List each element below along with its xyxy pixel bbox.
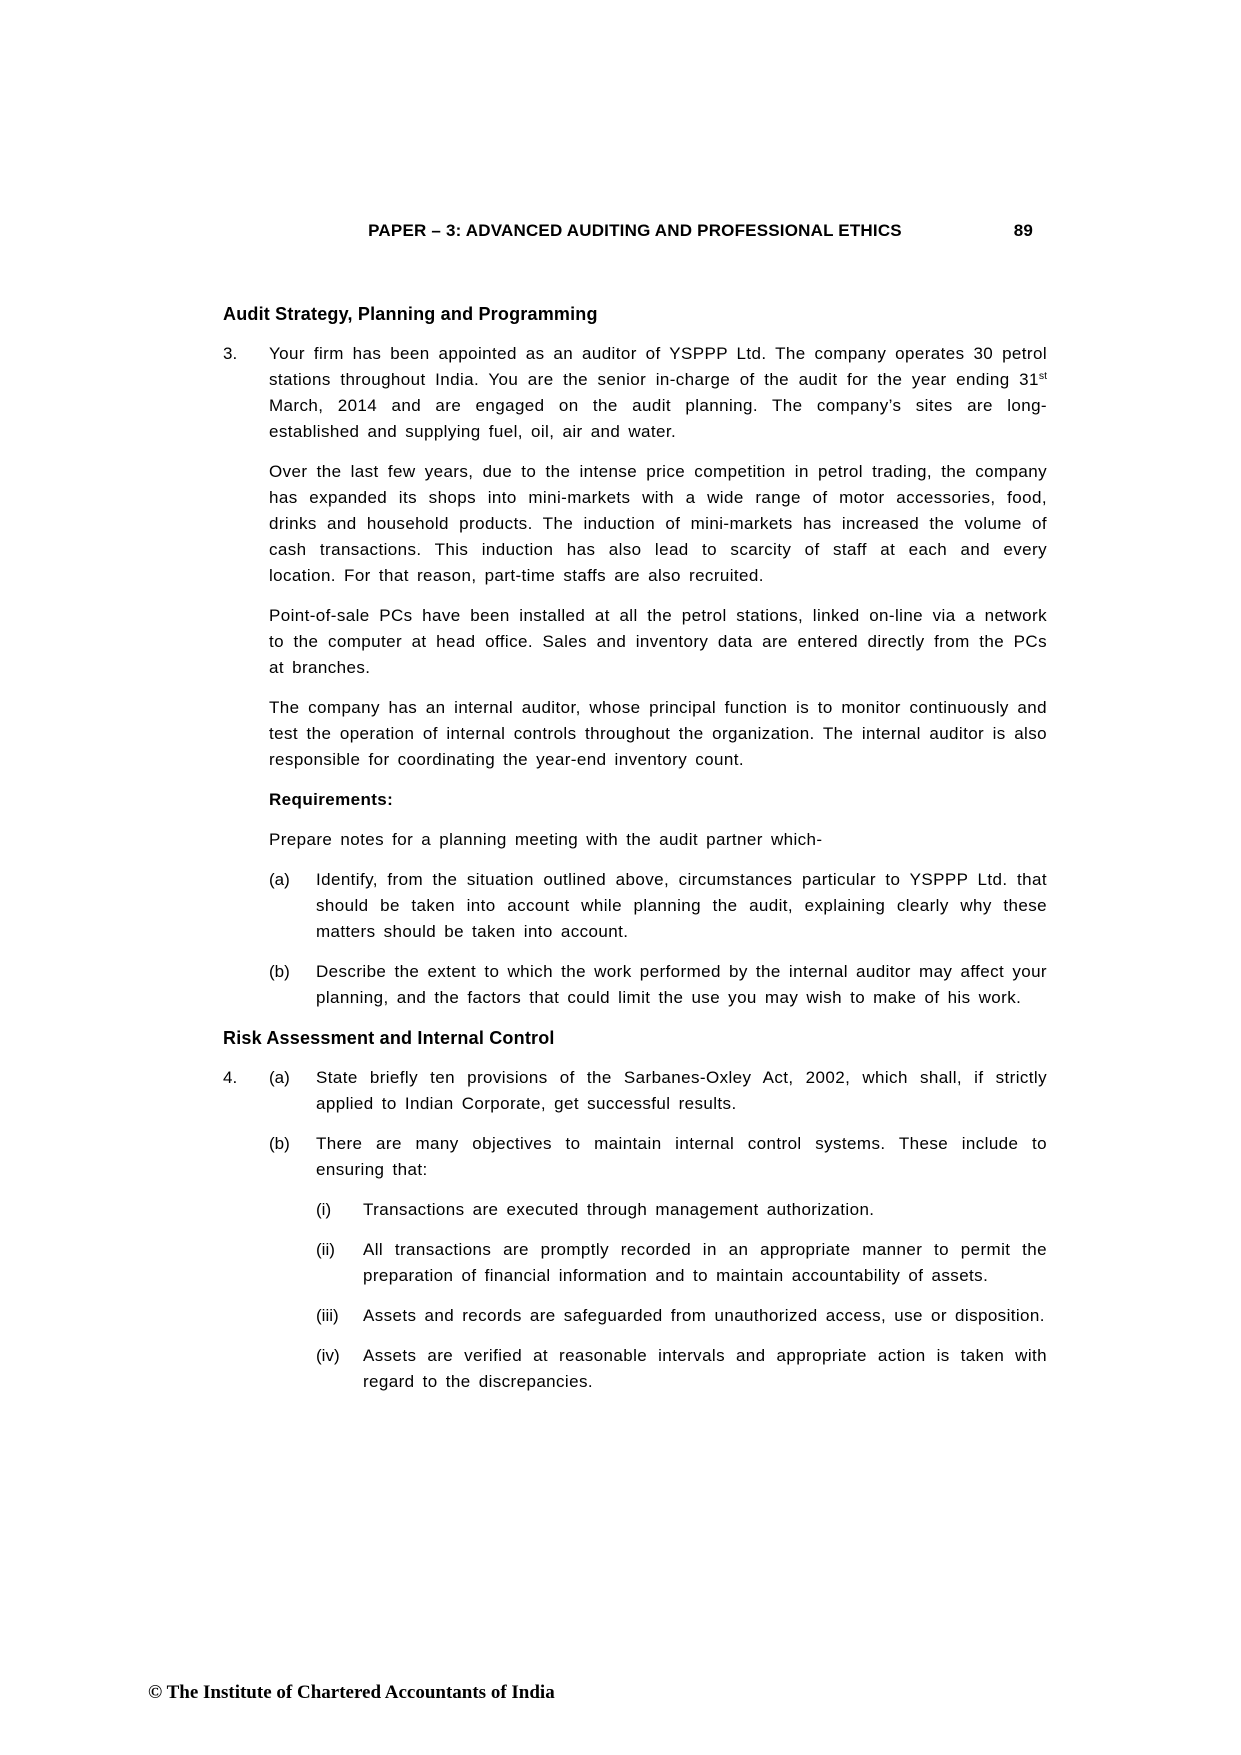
objective-iv	[316, 1343, 1047, 1409]
question-4a-text: State briefly ten provisions of the Sarbanes-Oxley Act, 2002, which shall, if strictly applied to Indian Corporate, get successful results.	[316, 1068, 1047, 1113]
objective-iii-text: Assets and records are safeguarded from unauthorized access, use or disposition.	[363, 1306, 1045, 1325]
question-4a-marker: (a)	[269, 1068, 290, 1087]
objective-i	[316, 1197, 1047, 1237]
question-3-number: 3.	[223, 344, 238, 363]
question-4b	[269, 1131, 1047, 1409]
paragraph-scenario-1	[269, 341, 1047, 445]
question-4b-marker: (b)	[269, 1134, 290, 1153]
objective-iii-marker: (iii)	[316, 1306, 339, 1325]
objective-ii-text: All transactions are promptly recorded in an appropriate manner to permit the preparation of financial information and to maintain accountability of assets.	[363, 1240, 1047, 1285]
paragraph-scenario-2: Over the last few years, due to the intense price competition in petrol trading, the company has expanded its shops into mini-markets with a wide range of motor accessories, food, drinks and household products. The induction of mini-markets has increased the volume of cash transactions. This induction has also lead to scarcity of staff at each and every location. For that reason, part-time staffs are also recruited.	[269, 462, 1047, 585]
requirement-a-marker: (a)	[269, 870, 290, 889]
objective-ii	[316, 1237, 1047, 1303]
question-3-body	[269, 341, 1047, 1025]
question-4-number: 4.	[223, 1068, 238, 1087]
paragraph-text: Your firm has been appointed as an auditor of YSPPP Ltd. The company operates 30 petrol stations throughout India. You are the senior in-charge of the audit for the year ending 31	[269, 344, 1047, 389]
question-4	[223, 1065, 1047, 1409]
header-title: PAPER – 3: ADVANCED AUDITING AND PROFESSIONAL ETHICS	[368, 221, 902, 240]
requirement-b-text: Describe the extent to which the work performed by the internal auditor may affect your planning, and the factors that could limit the use you may wish to make of his work.	[316, 962, 1047, 1007]
requirement-a	[269, 867, 1047, 959]
footer-copyright: © The Institute of Chartered Accountants of India	[148, 1682, 555, 1703]
requirement-a-text: Identify, from the situation outlined above, circumstances particular to YSPPP Ltd. that should be taken into account while planning the audit, explaining clearly why these matters should be taken into account.	[316, 870, 1047, 941]
question-3	[223, 341, 1047, 1025]
question-4a	[269, 1065, 1047, 1131]
requirement-b	[269, 959, 1047, 1025]
paragraph-text: March, 2014 and are engaged on the audit planning. The company’s sites are long-established and supplying fuel, oil, air and water.	[269, 396, 1047, 441]
section-heading-risk-assessment: Risk Assessment and Internal Control	[223, 1028, 555, 1048]
question-4b-text: There are many objectives to maintain internal control systems. These include to ensuring that:	[316, 1134, 1047, 1179]
paragraph-scenario-3: Point-of-sale PCs have been installed at all the petrol stations, linked on-line via a network to the computer at head office. Sales and inventory data are entered directly from the PCs at branches.	[269, 606, 1047, 677]
objective-i-marker: (i)	[316, 1200, 332, 1219]
page-header	[223, 218, 1047, 244]
objective-iv-marker: (iv)	[316, 1346, 340, 1365]
page-content	[223, 218, 1047, 1409]
page-number: 89	[1013, 221, 1033, 240]
objective-iv-text: Assets are verified at reasonable intervals and appropriate action is taken with regard to the discrepancies.	[363, 1346, 1047, 1391]
objective-i-text: Transactions are executed through management authorization.	[363, 1200, 875, 1219]
objective-iii	[316, 1303, 1047, 1343]
section-heading-audit-strategy: Audit Strategy, Planning and Programming	[223, 304, 598, 324]
question-4b-body	[316, 1131, 1047, 1409]
objective-ii-marker: (ii)	[316, 1240, 335, 1259]
superscript-st: st	[1038, 370, 1047, 382]
requirements-heading: Requirements:	[269, 790, 394, 809]
question-4-body	[269, 1065, 1047, 1409]
paragraph-scenario-4: The company has an internal auditor, whose principal function is to monitor continuously and test the operation of internal controls throughout the organization. The internal auditor is also responsible for coordinating the year-end inventory count.	[269, 698, 1047, 769]
requirements-intro: Prepare notes for a planning meeting with the audit partner which-	[269, 830, 823, 849]
requirement-b-marker: (b)	[269, 962, 290, 981]
